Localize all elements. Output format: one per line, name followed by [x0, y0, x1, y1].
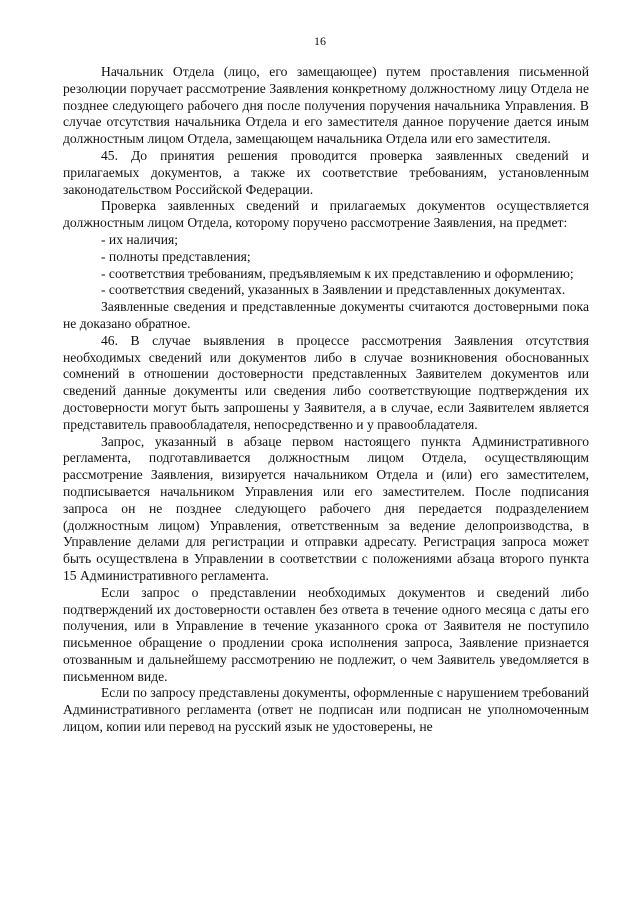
page-number: 16: [314, 34, 326, 48]
document-body: [63, 64, 589, 736]
paragraph-resolution: Начальник Отдела (лицо, его замещающее) путем проставления письменной резолюции поручает рассмотрение Заявления конкретному должностному лицу Отдела не позднее следующего рабочего дня после получения поручения начальника Управления. В случае отсутствия начальника Отдела и его заместителя данное поручение дается иным должностным лицом Отдела, замещающем начальника Отдела или его заместителя.: [63, 64, 589, 147]
list-item-requirements: - соответствия требованиям, предъявляемым к их представлению и оформлению;: [101, 265, 574, 281]
paragraph-request: Запрос, указанный в абзаце первом настоящего пункта Административного регламента, подготавливается должностным лицом Отдела, осуществляющим рассмотрение Заявления, визируется начальником Отдела и (или) его заместителем, подписывается начальником Управления или его заместителем. После подписания запроса он не позднее следующего рабочего дня передается подразделением (должностным лицом) Управления, ответственным за ведение делопроизводства, в Управление делами для регистрации и отправки адресату. Регистрация запроса может быть осуществлена в Управлении в соответствии с положениями абзаца второго пункта 15 Административного регламента.: [63, 433, 589, 583]
list-item-consistency: - соответствия сведений, указанных в Заявлении и представленных документах.: [101, 282, 566, 298]
paragraph-violations: Если по запросу представлены документы, оформленные с нарушением требований Административного регламента (ответ не подписан или подписан не уполномоченным лицом, копии или перевод на русский язык не удостоверены, не: [63, 685, 589, 735]
list-item-presence: - их наличия;: [101, 231, 179, 247]
paragraph-45: 45. До принятия решения проводится проверка заявленных сведений и прилагаемых документов, а также их соответствие требованиям, установленным законодательством Российской Федерации.: [63, 147, 589, 197]
paragraph-no-response: Если запрос о представлении необходимых документов и сведений либо подтверждений их достоверности оставлен без ответа в течение одного месяца с даты его получения, или в Управление в течение указанного срока от Заявителя не поступило письменное обращение о продлении срока исполнения запроса, Заявление признается отозванным и дальнейшему рассмотрению не подлежит, о чем Заявитель уведомляется в письменном виде.: [63, 584, 589, 684]
list-item-completeness: - полноты представления;: [101, 248, 251, 264]
paragraph-verification: Проверка заявленных сведений и прилагаемых документов осуществляется должностным лицом Отдела, которому поручено рассмотрение Заявления, на предмет:: [63, 198, 589, 231]
paragraph-46: 46. В случае выявления в процессе рассмотрения Заявления отсутствия необходимых сведений или документов либо в случае возникновения обоснованных сомнений в отношении достоверности представленных Заявителем документов или сведений данные документы или сведения либо соответствующие подтверждения их достоверности могут быть запрошены у Заявителя, а в случае, если Заявителем является представитель правообладателя, непосредственно и у правообладателя.: [63, 332, 589, 432]
paragraph-reliability: Заявленные сведения и представленные документы считаются достоверными пока не доказано обратное.: [63, 299, 589, 331]
